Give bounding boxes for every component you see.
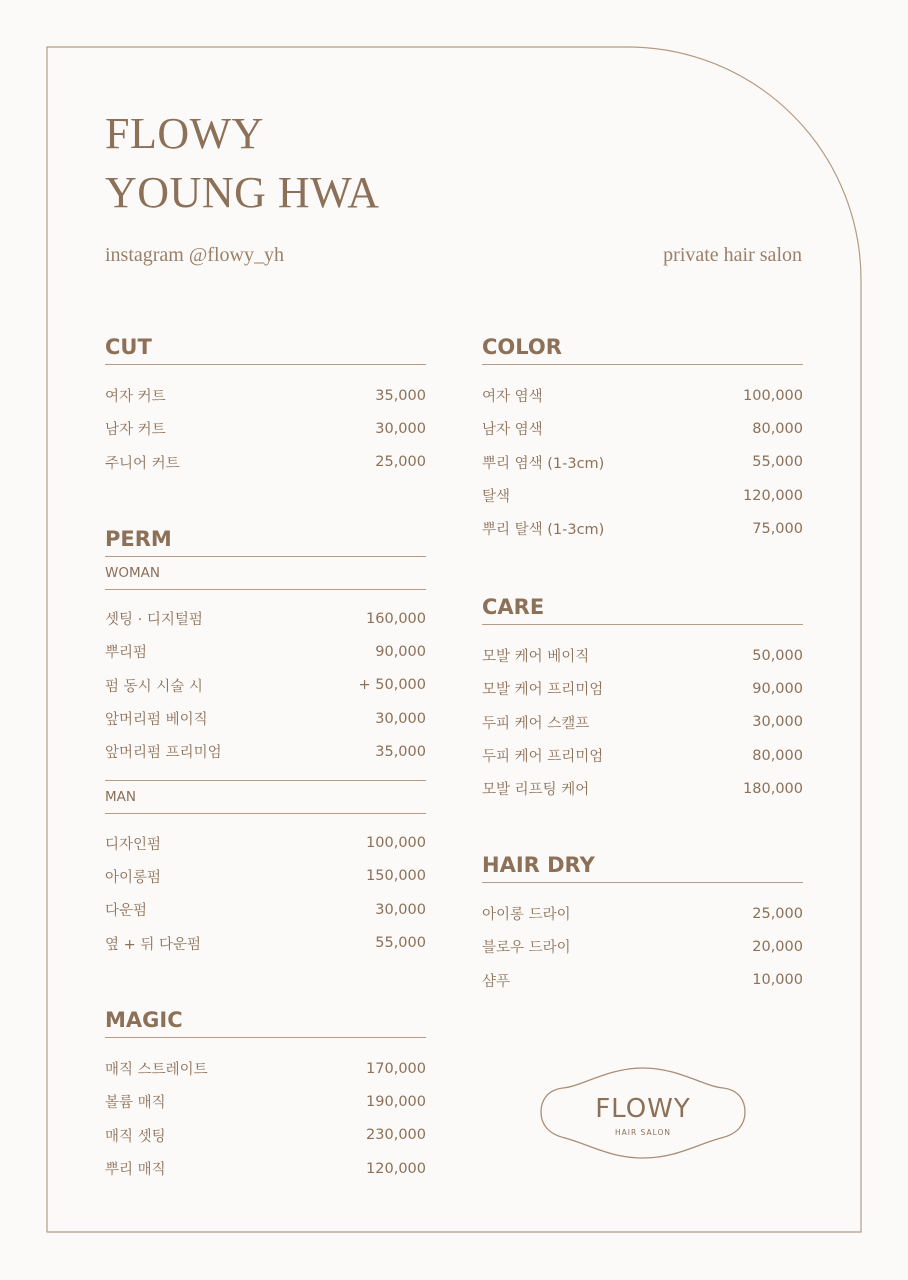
item-price: + 50,000: [358, 677, 426, 694]
item-price: 160,000: [366, 610, 426, 627]
price-row: [482, 639, 803, 672]
item-price: 10,000: [752, 972, 803, 989]
price-row: [482, 897, 803, 930]
price-row: [105, 635, 426, 668]
price-row: [105, 702, 426, 735]
price-row: [105, 602, 426, 635]
item-price: 90,000: [752, 680, 803, 697]
instagram-handle: instagram @flowy_yh: [105, 244, 284, 266]
price-row: [105, 735, 426, 768]
care-section: [482, 590, 803, 805]
item-price: 80,000: [752, 747, 803, 764]
item-name: 두피 케어 프리미엄: [482, 749, 604, 766]
item-name: 아이롱펌: [105, 869, 162, 886]
color-section: [482, 330, 803, 545]
price-row: [105, 826, 426, 859]
item-price: 120,000: [743, 487, 803, 504]
item-price: 90,000: [375, 643, 426, 660]
item-name: 앞머리펌 프리미엄: [105, 745, 222, 762]
item-price: 20,000: [752, 938, 803, 955]
item-name: 탈색: [482, 489, 511, 506]
salon-title: [105, 104, 380, 222]
item-price: 55,000: [752, 454, 803, 471]
item-name: 뿌리 염색 (1-3cm): [482, 455, 605, 472]
item-name: 모발 케어 베이직: [482, 649, 590, 666]
cut-title: CUT: [105, 330, 426, 365]
color-title: COLOR: [482, 330, 803, 365]
logo-name: FLOWY: [595, 1094, 691, 1124]
price-row: [482, 706, 803, 739]
item-price: 35,000: [375, 387, 426, 404]
item-price: 150,000: [366, 868, 426, 885]
price-row: [105, 1152, 426, 1185]
item-name: 다운펌: [105, 903, 148, 920]
price-row: [482, 512, 803, 545]
price-row: [105, 1052, 426, 1085]
item-name: 펌 동시 시술 시: [105, 678, 203, 695]
magic-title: MAGIC: [105, 1003, 426, 1038]
item-price: 100,000: [366, 835, 426, 852]
item-name: 매직 셋팅: [105, 1128, 166, 1145]
price-row: [105, 893, 426, 926]
title-line-2: YOUNG HWA: [105, 168, 380, 217]
item-name: 모발 케어 프리미엄: [482, 682, 604, 699]
price-row: [105, 860, 426, 893]
item-name: 뿌리 매직: [105, 1162, 166, 1179]
item-price: 120,000: [366, 1160, 426, 1177]
salon-logo: [538, 1064, 748, 1162]
price-row: [482, 379, 803, 412]
item-price: 30,000: [375, 710, 426, 727]
item-name: 주니어 커트: [105, 455, 180, 472]
item-name: 볼륨 매직: [105, 1095, 166, 1112]
item-price: 75,000: [752, 520, 803, 537]
item-name: 옆 + 뒤 다운펌: [105, 936, 202, 953]
perm-woman-subheading: WOMAN: [105, 557, 426, 590]
item-price: 50,000: [752, 647, 803, 664]
price-row: [105, 446, 426, 479]
magic-section: [105, 1003, 426, 1185]
item-name: 샴푸: [482, 973, 511, 990]
item-name: 디자인펌: [105, 836, 162, 853]
item-price: 230,000: [366, 1127, 426, 1144]
price-row: [482, 479, 803, 512]
item-name: 모발 리프팅 케어: [482, 782, 590, 799]
price-row: [105, 412, 426, 445]
price-row: [105, 669, 426, 702]
item-name: 매직 스트레이트: [105, 1062, 208, 1079]
item-price: 55,000: [375, 935, 426, 952]
item-name: 앞머리펌 베이직: [105, 712, 208, 729]
price-row: [105, 1085, 426, 1118]
item-name: 남자 커트: [105, 422, 166, 439]
item-name: 뿌리펌: [105, 645, 148, 662]
price-row: [482, 446, 803, 479]
price-row: [482, 672, 803, 705]
item-price: 25,000: [752, 905, 803, 922]
cut-section: [105, 330, 426, 479]
item-price: 25,000: [375, 454, 426, 471]
item-price: 190,000: [366, 1093, 426, 1110]
item-name: 두피 케어 스캘프: [482, 715, 590, 732]
item-price: 35,000: [375, 743, 426, 760]
hair-dry-section: [482, 848, 803, 997]
item-name: 뿌리 탈색 (1-3cm): [482, 522, 605, 539]
item-name: 아이롱 드라이: [482, 907, 571, 924]
item-price: 80,000: [752, 420, 803, 437]
hair-dry-title: HAIR DRY: [482, 848, 803, 883]
item-price: 30,000: [375, 420, 426, 437]
item-name: 여자 염색: [482, 389, 543, 406]
item-price: 170,000: [366, 1060, 426, 1077]
price-row: [482, 739, 803, 772]
perm-title: PERM: [105, 522, 426, 557]
price-row: [105, 1119, 426, 1152]
item-price: 30,000: [752, 714, 803, 731]
perm-man-subheading: MAN: [105, 780, 426, 814]
salon-tagline: private hair salon: [663, 244, 802, 266]
perm-section: [105, 522, 426, 960]
logo-subtitle: HAIR SALON: [614, 1128, 672, 1137]
price-row: [482, 930, 803, 963]
price-row: [482, 772, 803, 805]
item-price: 100,000: [743, 387, 803, 404]
care-title: CARE: [482, 590, 803, 625]
item-name: 블로우 드라이: [482, 940, 571, 957]
item-name: 남자 염색: [482, 422, 543, 439]
price-row: [482, 412, 803, 445]
title-line-1: FLOWY: [105, 109, 264, 158]
price-row: [105, 379, 426, 412]
item-name: 여자 커트: [105, 389, 166, 406]
price-row: [105, 926, 426, 959]
price-row: [482, 964, 803, 997]
item-price: 180,000: [743, 780, 803, 797]
item-name: 셋팅 · 디지털펌: [105, 612, 203, 629]
item-price: 30,000: [375, 901, 426, 918]
